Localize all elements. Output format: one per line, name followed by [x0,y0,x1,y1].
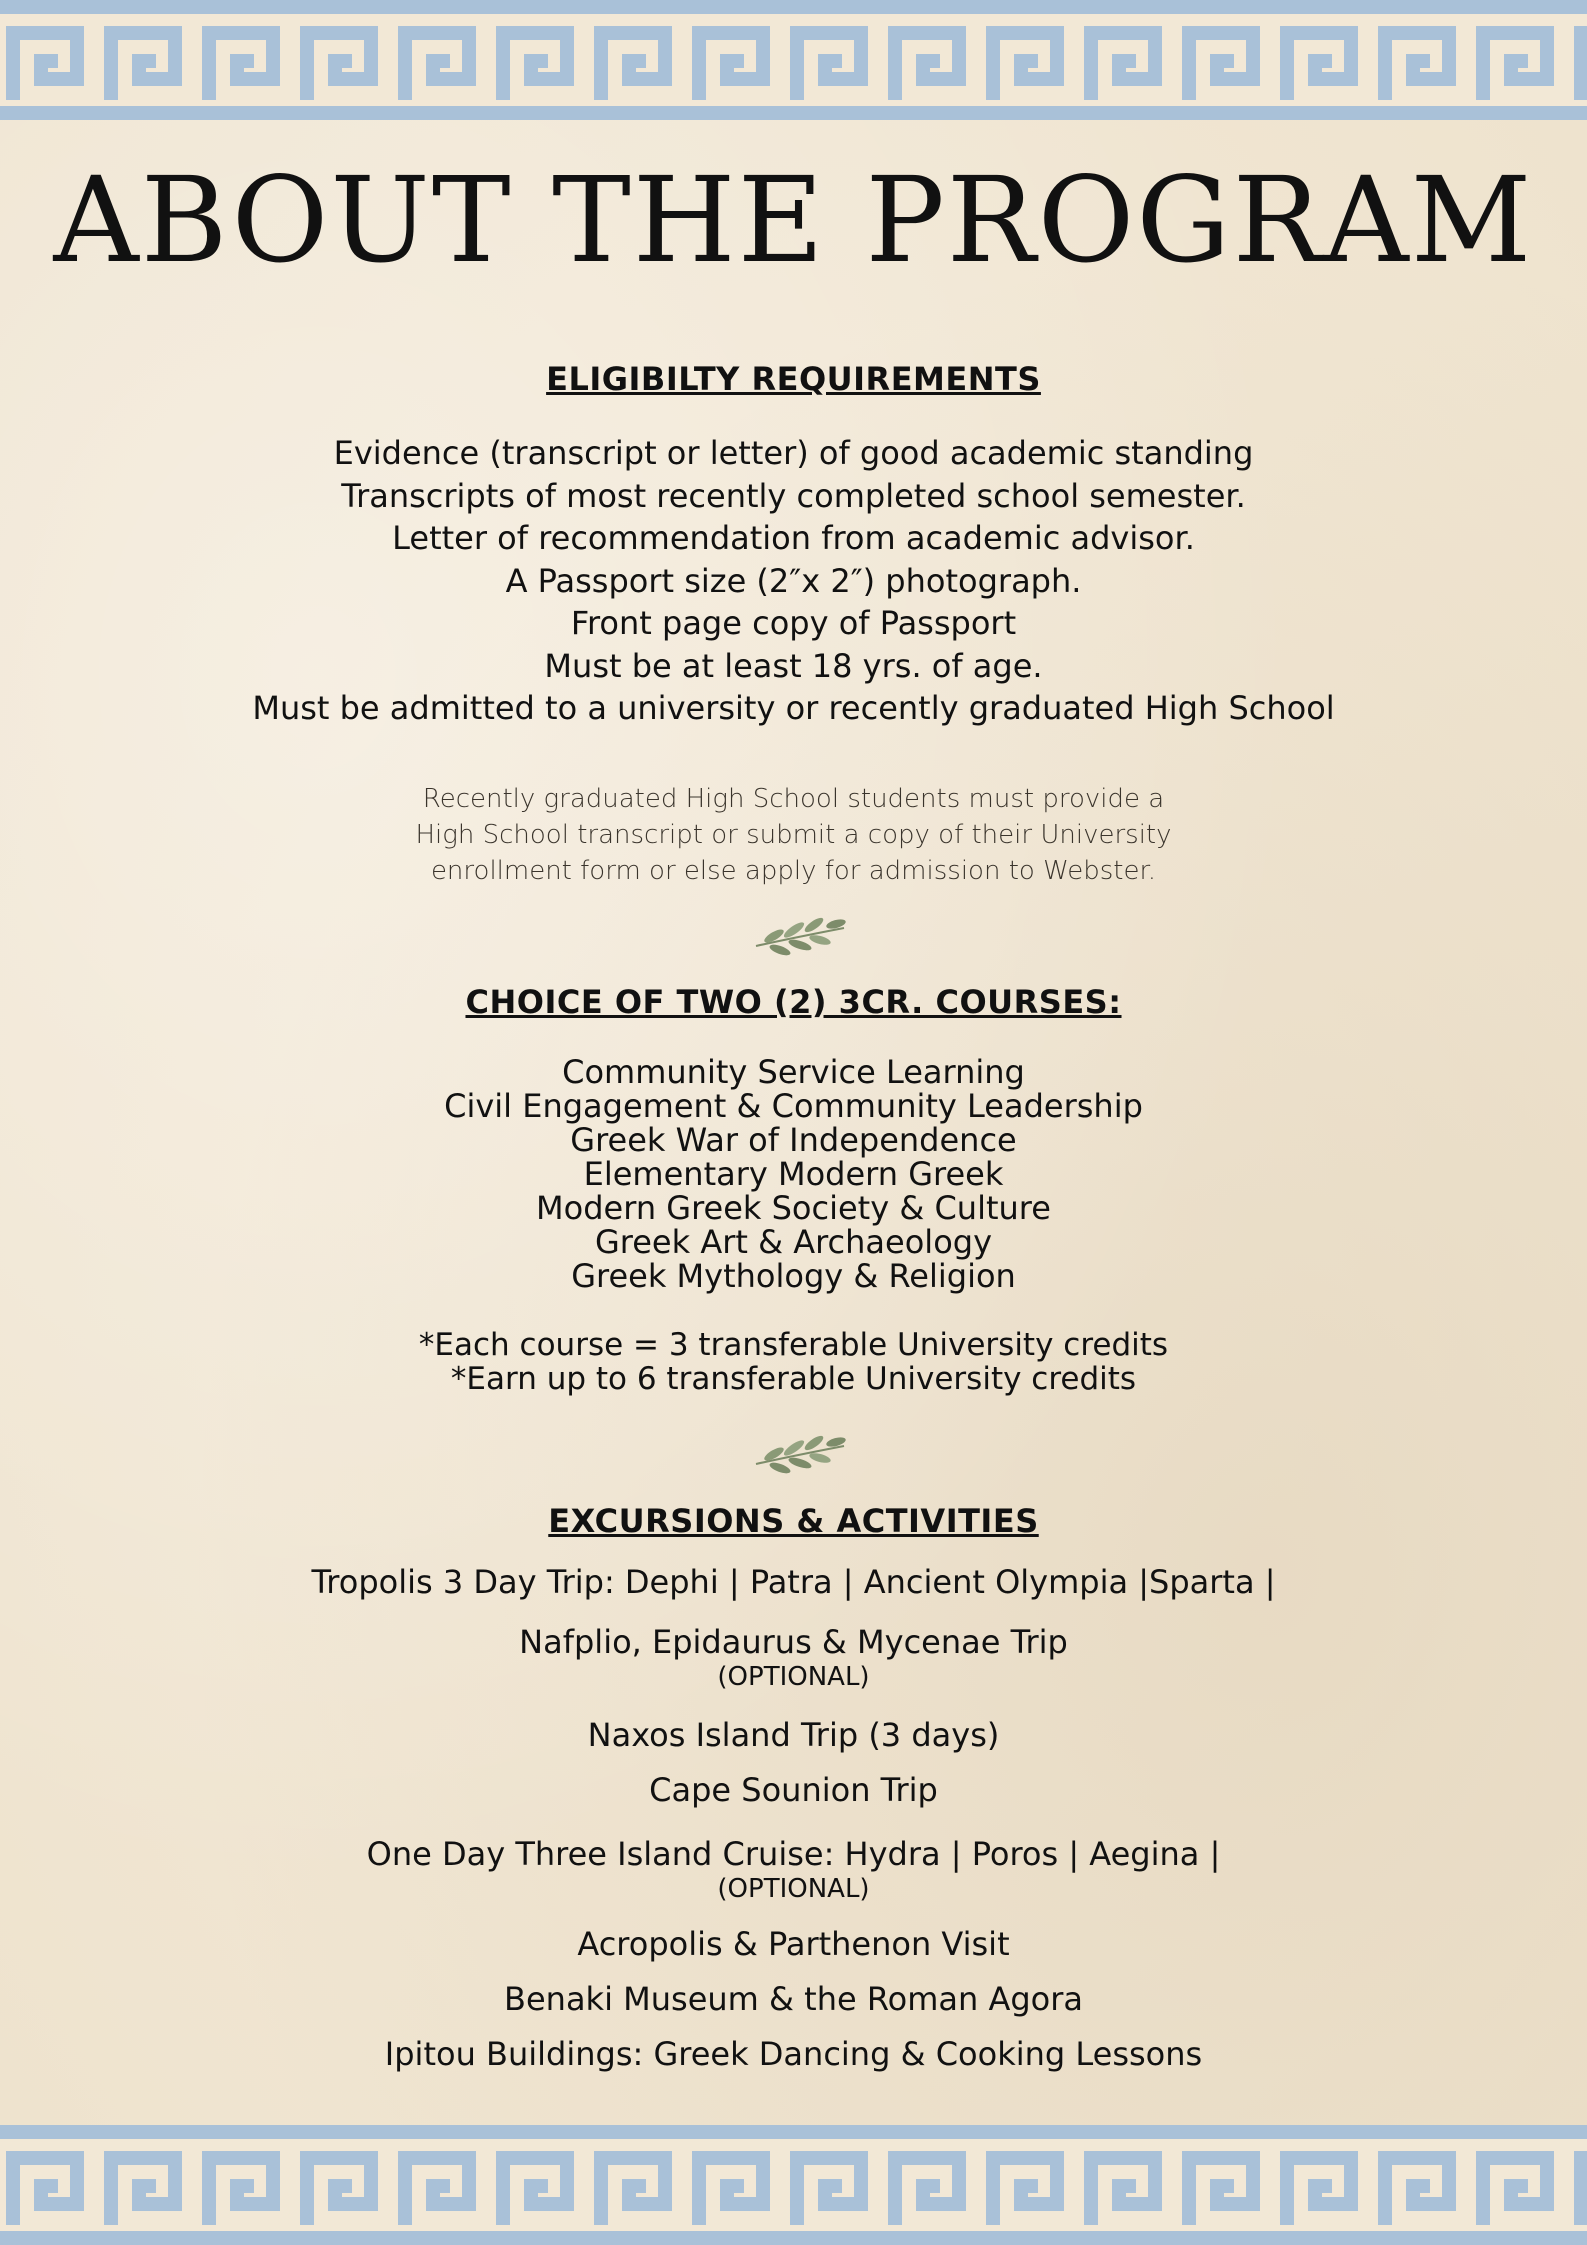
courses-heading: CHOICE OF TWO (2) 3CR. COURSES: [465,983,1122,1021]
optional-label: (OPTIONAL) [717,1874,870,1904]
eligibility-heading: ELIGIBILTY REQUIREMENTS [546,360,1041,398]
list-item: Must be at least 18 yrs. of age. [544,646,1043,685]
greek-key-pattern [0,0,1587,120]
list-item: Civil Engagement & Community Leadership [444,1087,1143,1125]
optional-label: (OPTIONAL) [717,1662,870,1692]
excursion-item: Acropolis & Parthenon Visit [577,1925,1010,1963]
excursion-item: Benaki Museum & the Roman Agora [504,1980,1083,2018]
list-item: Transcripts of most recently completed school semester. [341,476,1246,515]
list-item: A Passport size (2″x 2″) photograph. [505,561,1082,600]
list-item: Greek Mythology & Religion [571,1257,1016,1295]
credit-note: *Earn up to 6 transferable University credits [450,1361,1137,1397]
list-item: Must be admitted to a university or recently graduated High School [252,689,1335,727]
excursion-item: One Day Three Island Cruise: Hydra | Poros | Aegina | [366,1835,1221,1873]
excursion-item: Cape Sounion Trip [649,1771,938,1809]
list-item: Elementary Modern Greek [583,1155,1004,1193]
excursion-item: Tropolis 3 Day Trip: Dephi | Patra | Ancient Olympia |Sparta | [311,1563,1276,1601]
eligibility-note [0,781,1587,889]
list-item: Greek Art & Archaeology [594,1223,993,1261]
note-line: enrollment form or else apply for admission to Webster. [430,856,1157,886]
eligibility-list [0,432,1587,730]
note-line: High School transcript or submit a copy of their University [415,820,1172,850]
list-item: Greek War of Independence [570,1121,1017,1159]
excursion-item: Nafplio, Epidaurus & Mycenae Trip [519,1623,1068,1661]
credit-note: *Each course = 3 transferable University credits [418,1327,1169,1363]
excursion-item: Naxos Island Trip (3 days) [587,1716,1000,1754]
list-item: Letter of recommendation from academic advisor. [392,519,1195,557]
list-item: Modern Greek Society & Culture [536,1189,1051,1227]
olive-branch-icon [752,912,848,956]
page-title: ABOUT THE PROGRAM [53,151,1534,289]
list-item: Community Service Learning [562,1053,1025,1091]
greek-key-border-top [0,0,1587,120]
greek-key-border-bottom [0,2125,1587,2245]
excursions-heading: EXCURSIONS & ACTIVITIES [548,1502,1039,1540]
excursion-item: Ipitou Buildings: Greek Dancing & Cooking Lessons [384,2035,1203,2073]
olive-branch-icon [752,1430,848,1474]
list-item: Evidence (transcript or letter) of good academic standing [333,434,1254,472]
courses-list [0,1055,1587,1293]
note-line: Recently graduated High School students must provide a [422,784,1165,814]
greek-key-pattern [0,2125,1587,2245]
list-item: Front page copy of Passport [570,604,1017,642]
